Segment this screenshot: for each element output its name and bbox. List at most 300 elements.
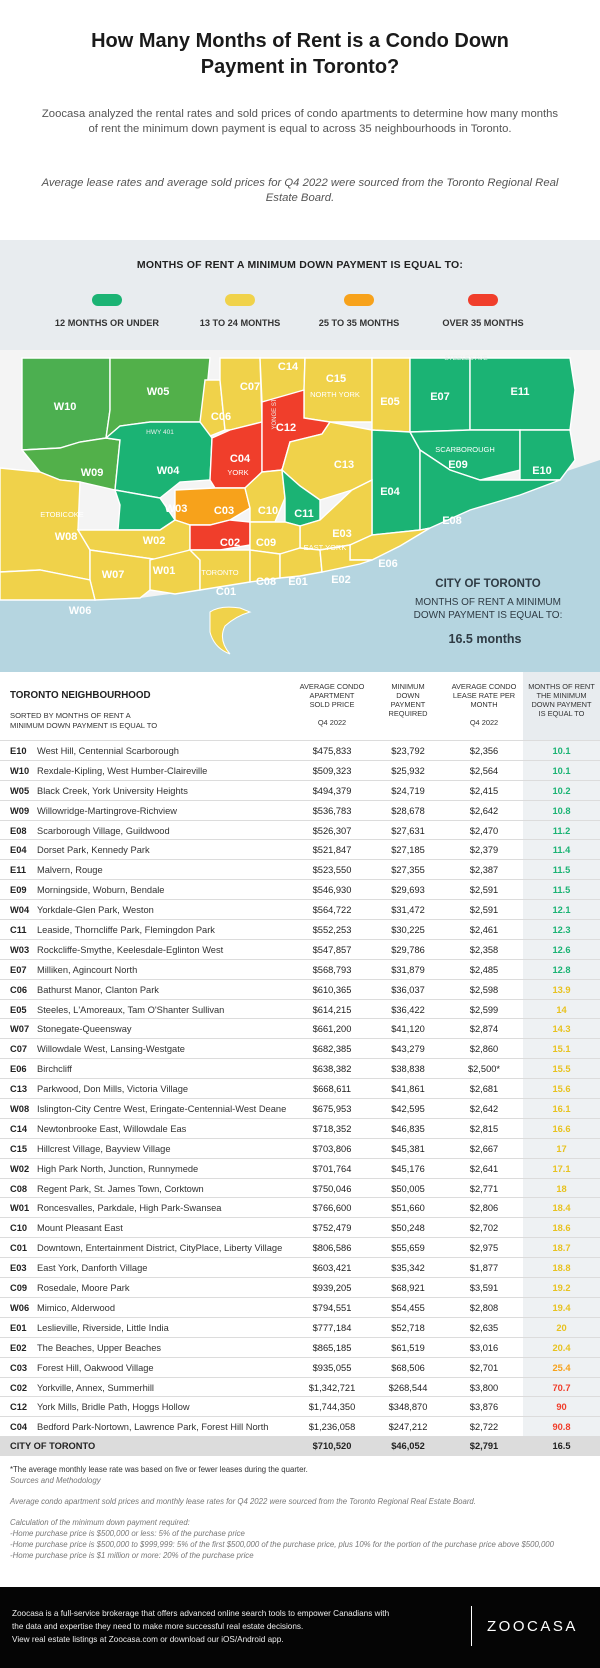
cell-sold-price: $766,600	[312, 1203, 352, 1214]
sort-note-line1: SORTED BY MONTHS OF RENT A	[10, 711, 131, 720]
cell-down-payment: $43,279	[391, 1044, 425, 1055]
cell-lease-rate: $2,860	[469, 1044, 499, 1055]
cell-down-payment: $31,879	[391, 964, 425, 975]
legend-item-red	[413, 294, 553, 328]
cell-down-payment: $45,176	[391, 1163, 425, 1174]
table-header	[0, 672, 600, 740]
cell-lease-rate: $2,667	[469, 1143, 499, 1154]
cell-months: 90	[556, 1402, 567, 1413]
table-row	[0, 999, 600, 1019]
legend-label: 25 TO 35 MONTHS	[318, 318, 400, 328]
cell-months: 70.7	[552, 1382, 571, 1393]
map-label-W06: W06	[68, 605, 92, 617]
cell-neighbourhood: Regent Park, St. James Town, Corktown	[37, 1183, 204, 1194]
table-row	[0, 939, 600, 959]
cell-neighbourhood: Malvern, Rouge	[37, 865, 103, 876]
cell-sold-price: $703,806	[312, 1143, 352, 1154]
map-label-C04: C04	[229, 453, 251, 465]
cell-months: 10.2	[552, 785, 571, 796]
map-area-scarborough: SCARBOROUGH	[435, 445, 495, 454]
header-text: THE MINIMUM	[536, 691, 587, 700]
table-row	[0, 1377, 600, 1397]
cell-down-payment: $50,248	[391, 1223, 425, 1234]
legend-swatch-green	[92, 294, 122, 306]
cell-neighbourhood: Milliken, Agincourt North	[37, 964, 138, 975]
table-row	[0, 1197, 600, 1217]
map-area-east-york: EAST YORK	[303, 543, 347, 552]
total-months: 16.5	[552, 1441, 571, 1452]
toronto-map	[0, 350, 600, 672]
cell-down-payment: $46,835	[391, 1123, 425, 1134]
cell-months: 15.5	[552, 1064, 571, 1075]
title-line-1: How Many Months of Rent is a Condo Down	[91, 30, 509, 52]
cell-sold-price: $568,793	[312, 964, 352, 975]
map-label-C09: C09	[255, 537, 277, 549]
map-label-C15: C15	[325, 373, 347, 385]
legend-label: 12 MONTHS OR UNDER	[54, 318, 160, 328]
cell-neighbourhood: Hillcrest Village, Bayview Village	[37, 1143, 171, 1154]
header-text: MONTH	[470, 700, 498, 709]
cell-sold-price: $536,783	[312, 805, 352, 816]
cell-months: 25.4	[552, 1362, 571, 1373]
cell-months: 15.1	[552, 1044, 571, 1055]
cell-down-payment: $28,678	[391, 805, 425, 816]
cell-sold-price: $603,421	[312, 1263, 352, 1274]
map-label-W07: W07	[101, 569, 125, 581]
cell-down-payment: $54,455	[391, 1302, 425, 1313]
cell-down-payment: $348,870	[388, 1402, 428, 1413]
map-label-E03: E03	[332, 528, 352, 540]
cell-lease-rate: $1,877	[469, 1263, 499, 1274]
cell-sold-price: $521,847	[312, 845, 352, 856]
map-label-C02: C02	[219, 537, 241, 549]
map-area-toronto: TORONTO	[201, 568, 239, 577]
cell-code: E02	[10, 1342, 27, 1353]
cell-neighbourhood: Newtonbrooke East, Willowdale Eas	[37, 1123, 187, 1134]
cell-lease-rate: $2,635	[469, 1322, 499, 1333]
cell-down-payment: $50,005	[391, 1183, 425, 1194]
cell-lease-rate: $2,874	[469, 1024, 499, 1035]
cell-code: C07	[10, 1044, 28, 1055]
cell-down-payment: $29,693	[391, 885, 425, 896]
cell-months: 14	[556, 1004, 567, 1015]
map-label-E04: E04	[380, 486, 400, 498]
cell-sold-price: $1,236,058	[308, 1422, 356, 1433]
cell-down-payment: $31,472	[391, 905, 425, 916]
city-title: CITY OF TORONTO	[435, 578, 541, 590]
header-sort-note	[10, 711, 210, 730]
cell-neighbourhood: Rexdale-Kipling, West Humber-Claireville	[37, 765, 208, 776]
legend-item-green	[37, 294, 177, 328]
cell-sold-price: $750,046	[312, 1183, 352, 1194]
legend-label: 13 TO 24 MONTHS	[199, 318, 281, 328]
header-text: PAYMENT	[390, 700, 426, 709]
cell-lease-rate: $2,485	[469, 964, 499, 975]
table-row	[0, 1337, 600, 1357]
legend-label: OVER 35 MONTHS	[442, 318, 524, 328]
cell-lease-rate: $2,701	[469, 1362, 499, 1373]
cell-down-payment: $27,185	[391, 845, 425, 856]
header-price	[292, 682, 372, 727]
cell-lease-rate: $3,800	[469, 1382, 499, 1393]
intro-text: Zoocasa analyzed the rental rates and sold prices of condo apartments to determine how many months of rent the minimum down payment is equal to across 35 neighbourhoods in Toronto.	[41, 108, 559, 135]
map-label-C06: C06	[210, 411, 232, 423]
cell-neighbourhood: Rosedale, Moore Park	[37, 1283, 130, 1294]
cell-months: 12.1	[552, 905, 571, 916]
table-row	[0, 1416, 600, 1436]
cell-down-payment: $27,631	[391, 825, 425, 836]
cell-lease-rate: $2,771	[469, 1183, 499, 1194]
table-row	[0, 740, 600, 760]
cell-months: 10.1	[552, 746, 571, 756]
header-text: REQUIRED	[388, 709, 428, 718]
cell-lease-rate: $2,461	[469, 925, 499, 936]
cell-months: 13.9	[552, 984, 571, 995]
cell-lease-rate: $2,379	[469, 845, 499, 856]
cell-code: W02	[10, 1163, 30, 1174]
cell-lease-rate: $3,591	[469, 1283, 499, 1294]
footnotes	[10, 1464, 590, 1561]
table-row	[0, 1217, 600, 1237]
cell-lease-rate: $2,806	[469, 1203, 499, 1214]
cell-sold-price: $701,764	[312, 1163, 352, 1174]
cell-sold-price: $638,382	[312, 1064, 352, 1075]
header-text: MONTHS OF RENT	[528, 682, 595, 691]
cell-sold-price: $794,551	[312, 1302, 352, 1313]
cell-sold-price: $1,342,721	[308, 1382, 356, 1393]
map-label-W02: W02	[142, 535, 166, 547]
cell-sold-price: $526,307	[312, 825, 352, 836]
cell-neighbourhood: Willowdale West, Lansing-Westgate	[37, 1044, 185, 1055]
total-down: $46,052	[391, 1441, 425, 1452]
map-label-W09: W09	[80, 467, 104, 479]
table-body	[0, 740, 600, 1436]
header-text: APARTMENT	[309, 691, 355, 700]
cell-lease-rate: $2,470	[469, 825, 499, 836]
cell-code: E11	[10, 865, 27, 876]
cell-lease-rate: $2,564	[469, 765, 499, 776]
cell-months: 90.8	[552, 1422, 571, 1433]
cell-down-payment: $68,506	[391, 1362, 425, 1373]
table-row	[0, 979, 600, 999]
cell-lease-rate: $2,500*	[467, 1064, 501, 1075]
cell-neighbourhood: Yorkdale-Glen Park, Weston	[37, 905, 154, 916]
source-note: Average lease rates and average sold prices for Q4 2022 were sourced from the Toronto Regional Real Estate Board.	[41, 177, 559, 204]
cell-code: C02	[10, 1382, 28, 1393]
cell-lease-rate: $2,642	[469, 805, 499, 816]
map-label-W04: W04	[156, 465, 180, 477]
map-label-W01: W01	[152, 565, 176, 577]
cell-down-payment: $68,921	[391, 1283, 425, 1294]
table-row	[0, 919, 600, 939]
cell-months: 20	[556, 1322, 567, 1333]
cell-neighbourhood: West Hill, Centennial Scarborough	[37, 746, 179, 756]
cell-lease-rate: $2,975	[469, 1243, 499, 1254]
cell-code: E05	[10, 1004, 27, 1015]
header-months	[523, 672, 600, 740]
cell-months: 18.6	[552, 1223, 571, 1234]
cell-lease-rate: $2,598	[469, 984, 499, 995]
cell-code: C01	[10, 1243, 28, 1254]
cell-months: 10.1	[552, 765, 571, 776]
cell-months: 12.3	[552, 925, 571, 936]
table-row	[0, 1178, 600, 1198]
cell-months: 18.8	[552, 1263, 571, 1274]
map-svg	[0, 350, 600, 672]
table-row	[0, 859, 600, 879]
sources-heading: Sources and Methodology	[10, 1476, 101, 1485]
footnote-lease: *The average monthly lease rate was based on five or fewer leases during the quarter.	[10, 1465, 308, 1474]
cell-months: 18.4	[552, 1203, 571, 1214]
region-E01	[280, 548, 322, 578]
cell-down-payment: $51,660	[391, 1203, 425, 1214]
table-row	[0, 1118, 600, 1138]
map-label-E07: E07	[430, 391, 450, 403]
cell-sold-price: $547,857	[312, 944, 352, 955]
cell-sold-price: $494,379	[312, 785, 352, 796]
cell-down-payment: $27,355	[391, 865, 425, 876]
legend	[0, 240, 600, 350]
page-title	[40, 28, 560, 80]
table-row	[0, 1158, 600, 1178]
cell-code: W01	[10, 1203, 30, 1214]
cell-code: C03	[10, 1362, 28, 1373]
cell-months: 19.4	[552, 1302, 571, 1313]
cell-neighbourhood: Bathurst Manor, Clanton Park	[37, 984, 159, 995]
cell-code: W10	[10, 765, 30, 776]
map-label-E02: E02	[331, 574, 351, 586]
city-value: 16.5 months	[448, 632, 522, 646]
footer	[0, 1587, 600, 1668]
cell-down-payment: $38,838	[391, 1064, 425, 1075]
cell-sold-price: $610,365	[312, 984, 352, 995]
header-text: DOWN PAYMENT	[531, 700, 592, 709]
header-neighbourhood: TORONTO NEIGHBOURHOOD	[10, 690, 151, 701]
cell-code: C09	[10, 1283, 28, 1294]
table-row	[0, 1297, 600, 1317]
table-row	[0, 1018, 600, 1038]
map-label-W05: W05	[146, 386, 170, 398]
map-label-C07: C07	[239, 381, 261, 393]
cell-lease-rate: $2,591	[469, 885, 499, 896]
cell-neighbourhood: Morningside, Woburn, Bendale	[37, 885, 165, 896]
cell-neighbourhood: Leaside, Thorncliffe Park, Flemingdon Park	[37, 925, 215, 936]
cell-lease-rate: $2,642	[469, 1104, 499, 1115]
cell-down-payment: $25,932	[391, 765, 425, 776]
map-label-C11: C11	[294, 508, 314, 520]
data-table	[0, 672, 600, 1456]
cell-code: W05	[10, 785, 30, 796]
footer-line: Zoocasa is a full-service brokerage that offers advanced online search tools to empower Canadians with	[12, 1609, 390, 1618]
table-row	[0, 820, 600, 840]
map-label-E10: E10	[532, 465, 552, 477]
footer-line: View real estate listings at Zoocasa.com or download our iOS/Android app.	[12, 1635, 284, 1644]
map-label-C13: C13	[333, 459, 355, 471]
cell-lease-rate: $2,722	[469, 1422, 499, 1433]
cell-down-payment: $36,037	[391, 984, 425, 995]
map-label-C03: C03	[213, 505, 235, 517]
map-label-E08: E08	[442, 515, 462, 527]
cell-neighbourhood: High Park North, Junction, Runnymede	[37, 1163, 199, 1174]
cell-months: 11.4	[552, 845, 571, 856]
cell-neighbourhood: Bedford Park-Nortown, Lawrence Park, Forest Hill North	[37, 1422, 269, 1433]
cell-sold-price: $668,611	[312, 1084, 352, 1095]
table-row	[0, 1038, 600, 1058]
cell-lease-rate: $2,808	[469, 1302, 499, 1313]
cell-code: E06	[10, 1064, 27, 1075]
zoocasa-logo[interactable]: ZOOCASA	[487, 1618, 578, 1635]
map-label-C12: C12	[275, 422, 297, 434]
cell-neighbourhood: Islington-City Centre West, Eringate-Centennial-West Deane	[37, 1104, 287, 1115]
header-text: IS EQUAL TO	[538, 709, 585, 718]
table-row	[0, 780, 600, 800]
table-row	[0, 1396, 600, 1416]
legend-swatch-orange	[344, 294, 374, 306]
table-row	[0, 760, 600, 780]
cell-months: 11.5	[552, 865, 571, 876]
table-row	[0, 1138, 600, 1158]
cell-months: 20.4	[552, 1342, 571, 1353]
legend-swatch-red	[468, 294, 498, 306]
cell-code: E10	[10, 746, 27, 756]
region-W08	[0, 468, 90, 580]
legend-item-orange	[289, 294, 429, 328]
header-text: AVERAGE CONDO	[451, 682, 517, 691]
cell-months: 16.1	[552, 1104, 571, 1115]
cell-neighbourhood: East York, Danforth Village	[37, 1263, 148, 1274]
map-label-E05: E05	[380, 396, 400, 408]
legend-swatch-yellow	[225, 294, 255, 306]
cell-neighbourhood: Downtown, Entertainment District, CityPlace, Liberty Village	[37, 1243, 283, 1254]
cell-sold-price: $546,930	[312, 885, 352, 896]
cell-code: W06	[10, 1302, 30, 1313]
footer-text	[12, 1607, 432, 1646]
city-sub-1: MONTHS OF RENT A MINIMUM	[415, 597, 561, 608]
cell-months: 10.8	[552, 805, 571, 816]
cell-code: E04	[10, 845, 27, 856]
spacer	[10, 1507, 590, 1517]
cell-code: C13	[10, 1084, 28, 1095]
map-area-steeles: STEELES AVE	[444, 355, 488, 362]
header-text: SOLD PRICE	[309, 700, 355, 709]
footer-line: the data and expertise they need to make more successful real estate decisions.	[12, 1622, 304, 1631]
cell-code: W04	[10, 905, 30, 916]
table-row	[0, 839, 600, 859]
cell-code: E01	[10, 1322, 27, 1333]
region-E04	[372, 430, 420, 535]
cell-down-payment: $41,120	[391, 1024, 425, 1035]
header-text: Q4 2022	[469, 718, 499, 727]
cell-down-payment: $29,786	[391, 944, 425, 955]
cell-code: W03	[10, 944, 30, 955]
cell-lease-rate: $2,681	[469, 1084, 499, 1095]
cell-months: 19.2	[552, 1283, 571, 1294]
table-row	[0, 1277, 600, 1297]
legend-title: MONTHS OF RENT A MINIMUM DOWN PAYMENT IS EQUAL TO:	[136, 259, 464, 271]
header-spacer	[444, 709, 524, 718]
cell-lease-rate: $2,641	[469, 1163, 499, 1174]
cell-months: 18.7	[552, 1243, 571, 1254]
total-price: $710,520	[312, 1441, 352, 1452]
map-area-yonge: YONGE ST	[272, 398, 278, 430]
cell-code: W08	[10, 1104, 30, 1115]
cell-neighbourhood: Mimico, Alderwood	[37, 1302, 116, 1313]
table-row	[0, 959, 600, 979]
cell-neighbourhood: The Beaches, Upper Beaches	[37, 1342, 162, 1353]
cell-lease-rate: $2,599	[469, 1004, 499, 1015]
table-row	[0, 1058, 600, 1078]
cell-sold-price: $777,184	[312, 1322, 352, 1333]
calc-rule-3: -Home purchase price is $1 million or more: 20% of the purchase price	[10, 1551, 254, 1560]
cell-code: C14	[10, 1123, 28, 1134]
sort-note-line2: MINIMUM DOWN PAYMENT IS EQUAL TO	[10, 720, 158, 730]
cell-lease-rate: $2,358	[469, 944, 499, 955]
header-spacer	[292, 709, 372, 718]
cell-down-payment: $23,792	[391, 746, 425, 756]
cell-code: C10	[10, 1223, 28, 1234]
cell-lease-rate: $2,356	[469, 746, 499, 756]
sources-text: Average condo apartment sold prices and monthly lease rates for Q4 2022 were sourced from the Toronto Regional Real Estate Board.	[10, 1497, 476, 1506]
cell-neighbourhood: Forest Hill, Oakwood Village	[37, 1362, 154, 1373]
table-row	[0, 1098, 600, 1118]
cell-months: 14.3	[552, 1024, 571, 1035]
cell-neighbourhood: Leslieville, Riverside, Little India	[37, 1322, 169, 1333]
cell-months: 16.6	[552, 1123, 571, 1134]
cell-sold-price: $523,550	[312, 865, 352, 876]
cell-down-payment: $247,212	[388, 1422, 428, 1433]
cell-sold-price: $614,215	[312, 1004, 352, 1015]
cell-months: 12.8	[552, 964, 571, 975]
map-area-etobicoke: ETOBICOKE	[40, 510, 84, 519]
table-total-row	[0, 1436, 600, 1456]
cell-lease-rate: $2,591	[469, 905, 499, 916]
cell-neighbourhood: Willowridge-Martingrove-Richview	[37, 805, 178, 816]
map-label-W08: W08	[54, 531, 78, 543]
cell-code: C08	[10, 1183, 28, 1194]
cell-code: C11	[10, 925, 27, 936]
table-row	[0, 1257, 600, 1277]
cell-neighbourhood: Yorkville, Annex, Summerhill	[37, 1382, 154, 1393]
cell-down-payment: $42,595	[391, 1104, 425, 1115]
cell-code: E08	[10, 825, 27, 836]
calc-rule-2: -Home purchase price is $500,000 to $999,999: 5% of the first $500,000 of the purchase price, plus 10% for the portion of the purchase price above $500,000	[10, 1540, 554, 1549]
city-sub-2: DOWN PAYMENT IS EQUAL TO:	[413, 610, 563, 621]
cell-sold-price: $1,744,350	[308, 1402, 356, 1413]
cell-months: 11.2	[552, 825, 571, 836]
table-row	[0, 879, 600, 899]
cell-code: W09	[10, 805, 30, 816]
header-text: Q4 2022	[317, 718, 347, 727]
cell-down-payment: $36,422	[391, 1004, 425, 1015]
cell-code: E03	[10, 1263, 27, 1274]
cell-neighbourhood: Parkwood, Don Mills, Victoria Village	[37, 1084, 189, 1095]
cell-neighbourhood: York Mills, Bridle Path, Hoggs Hollow	[37, 1402, 190, 1413]
cell-neighbourhood: Roncesvalles, Parkdale, High Park-Swansea	[37, 1203, 222, 1214]
cell-months: 17	[556, 1143, 567, 1154]
cell-code: C12	[10, 1402, 28, 1413]
cell-code: C06	[10, 984, 28, 995]
cell-code: C15	[10, 1143, 28, 1154]
cell-code: C04	[10, 1422, 28, 1433]
cell-down-payment: $41,861	[391, 1084, 425, 1095]
cell-neighbourhood: Rockcliffe-Smythe, Keelesdale-Eglinton West	[37, 944, 224, 955]
cell-months: 11.5	[552, 885, 571, 896]
cell-lease-rate: $2,387	[469, 865, 499, 876]
cell-down-payment: $52,718	[391, 1322, 425, 1333]
cell-code: W07	[10, 1024, 30, 1035]
header	[0, 0, 600, 240]
table-row	[0, 899, 600, 919]
